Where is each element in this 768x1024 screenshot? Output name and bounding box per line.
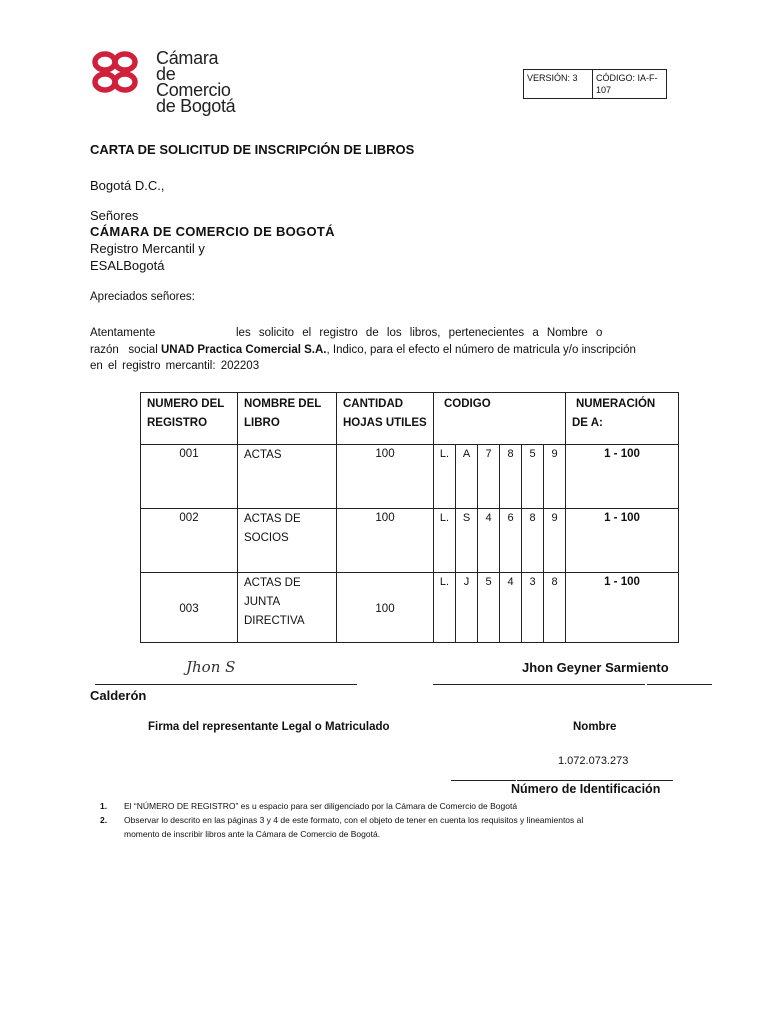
footnote-text: momento de inscribir libros ante la Cámara de Comercio de Bogotá. [124, 829, 381, 839]
body-line-1a: Atentamente [90, 327, 156, 339]
cell-libro [238, 445, 337, 509]
id-line [451, 780, 516, 781]
code-char: 4 [500, 573, 522, 643]
cell-numeracion: 1 - 100 [566, 445, 679, 509]
logo-line-3: de Bogotá [156, 96, 236, 116]
code-char: 7 [478, 445, 500, 509]
cell-cantidad: 100 [337, 573, 434, 643]
body-line-2b: , Indico, para el efecto el número de matricula y/o inscripción [326, 344, 636, 356]
table-row [141, 509, 679, 573]
chamber-logo [92, 48, 252, 116]
name-line [433, 684, 645, 685]
code-char: 8 [522, 509, 544, 573]
libro-line: ACTAS [244, 449, 282, 461]
books-table [140, 392, 679, 643]
code-char: 8 [500, 445, 522, 509]
version-label: VERSIÓN: 3 [524, 70, 593, 98]
body-line-2a: razón social [90, 344, 158, 356]
header-libro [238, 393, 337, 445]
libro-line: SOCIOS [244, 532, 289, 544]
table-row [141, 573, 679, 643]
signer-name: Jhon Geyner Sarmiento [522, 660, 669, 675]
code-char: L. [434, 445, 456, 509]
code-char: A [456, 445, 478, 509]
cell-cantidad: 100 [337, 445, 434, 509]
salutation: Apreciados señores: [90, 291, 195, 303]
header-text: LIBRO [244, 417, 280, 429]
cell-registro: 003 [141, 573, 238, 643]
footnote-text: El “NÚMERO DE REGISTRO” es u espacio para ser diligenciado por la Cámara de Comercio de Bogotá [124, 801, 518, 811]
cell-registro: 002 [141, 509, 238, 573]
footnote-item [100, 813, 583, 827]
cell-numeracion: 1 - 100 [566, 573, 679, 643]
document-title: CARTA DE SOLICITUD DE INSCRIPCIÓN DE LIBROS [90, 142, 415, 157]
firma-label: Firma del representante Legal o Matriculado [148, 721, 390, 733]
code-char: L. [434, 573, 456, 643]
code-char: L. [434, 509, 456, 573]
header-text: CANTIDAD [343, 398, 404, 410]
department-line-2: ESALBogotá [90, 258, 165, 273]
handwritten-signature: Jhon S [186, 658, 236, 676]
table-row [141, 445, 679, 509]
libro-line: ACTAS DE [244, 577, 301, 589]
chamber-logo-icon [92, 49, 154, 99]
name-line-extension [647, 684, 712, 685]
footnote-spacer [100, 827, 124, 841]
nombre-label: Nombre [573, 721, 617, 733]
department-line-1: Registro Mercantil y [90, 241, 205, 256]
code-char: J [456, 573, 478, 643]
greeting: Señores [90, 208, 139, 223]
footnote-item [100, 827, 583, 841]
body-line-1b: les solicito el registro de los libros, pertenecientes a Nombre o [236, 327, 603, 339]
code-char: S [456, 509, 478, 573]
header-text: DE A: [572, 417, 603, 429]
signer-name-continued: Calderón [90, 688, 147, 703]
cell-numeracion: 1 - 100 [566, 509, 679, 573]
header-text: HOJAS UTILES [343, 417, 427, 429]
entity-name: CÁMARA DE COMERCIO DE BOGOTÁ [90, 224, 335, 239]
cell-libro [238, 573, 337, 643]
body-line-2 [90, 344, 636, 356]
logo-line-1: Cámara [156, 48, 219, 68]
body-line-3: en el registro mercantil: 202203 [90, 360, 260, 372]
footnote-item [100, 799, 583, 813]
header-numeracion [566, 393, 679, 445]
header-cantidad [337, 393, 434, 445]
city: Bogotá D.C., [90, 178, 165, 193]
logo-line-2: de Comercio [156, 64, 231, 100]
libro-line: JUNTA [244, 596, 281, 608]
footnotes [100, 799, 583, 841]
footnote-text: Observar lo descrito en las páginas 3 y 4 de este formato, con el objeto de tener en cuenta los requisitos y lineamientos al [124, 815, 584, 825]
header-text: CODIGO [444, 398, 491, 410]
id-number: 1.072.073.273 [558, 755, 629, 767]
table-header-row [141, 393, 679, 445]
header-text: NUMERACIÓN [576, 398, 656, 410]
header-registro [141, 393, 238, 445]
code-char: 9 [544, 509, 566, 573]
header-text: NUMERO DEL [147, 398, 225, 410]
id-label: Número de Identificación [511, 782, 661, 796]
header-text: REGISTRO [147, 417, 208, 429]
code-label: CÓDIGO: IA-F-107 [596, 73, 658, 95]
code-char: 5 [522, 445, 544, 509]
code-char: 8 [544, 573, 566, 643]
id-line [517, 780, 673, 781]
code-char: 4 [478, 509, 500, 573]
libro-line: DIRECTIVA [244, 615, 305, 627]
cell-libro [238, 509, 337, 573]
signature-line [95, 684, 357, 685]
company-name: UNAD Practica Comercial S.A. [160, 344, 327, 356]
footnote-number: 2. [100, 815, 108, 825]
code-char: 3 [522, 573, 544, 643]
footnote-number: 1. [100, 801, 108, 811]
version-box [523, 69, 667, 99]
header-codigo [434, 393, 566, 445]
header-text: NOMBRE DEL [244, 398, 322, 410]
cell-cantidad: 100 [337, 509, 434, 573]
code-char: 9 [544, 445, 566, 509]
code-char: 6 [500, 509, 522, 573]
cell-registro: 001 [141, 445, 238, 509]
code-char: 5 [478, 573, 500, 643]
libro-line: ACTAS DE [244, 513, 301, 525]
